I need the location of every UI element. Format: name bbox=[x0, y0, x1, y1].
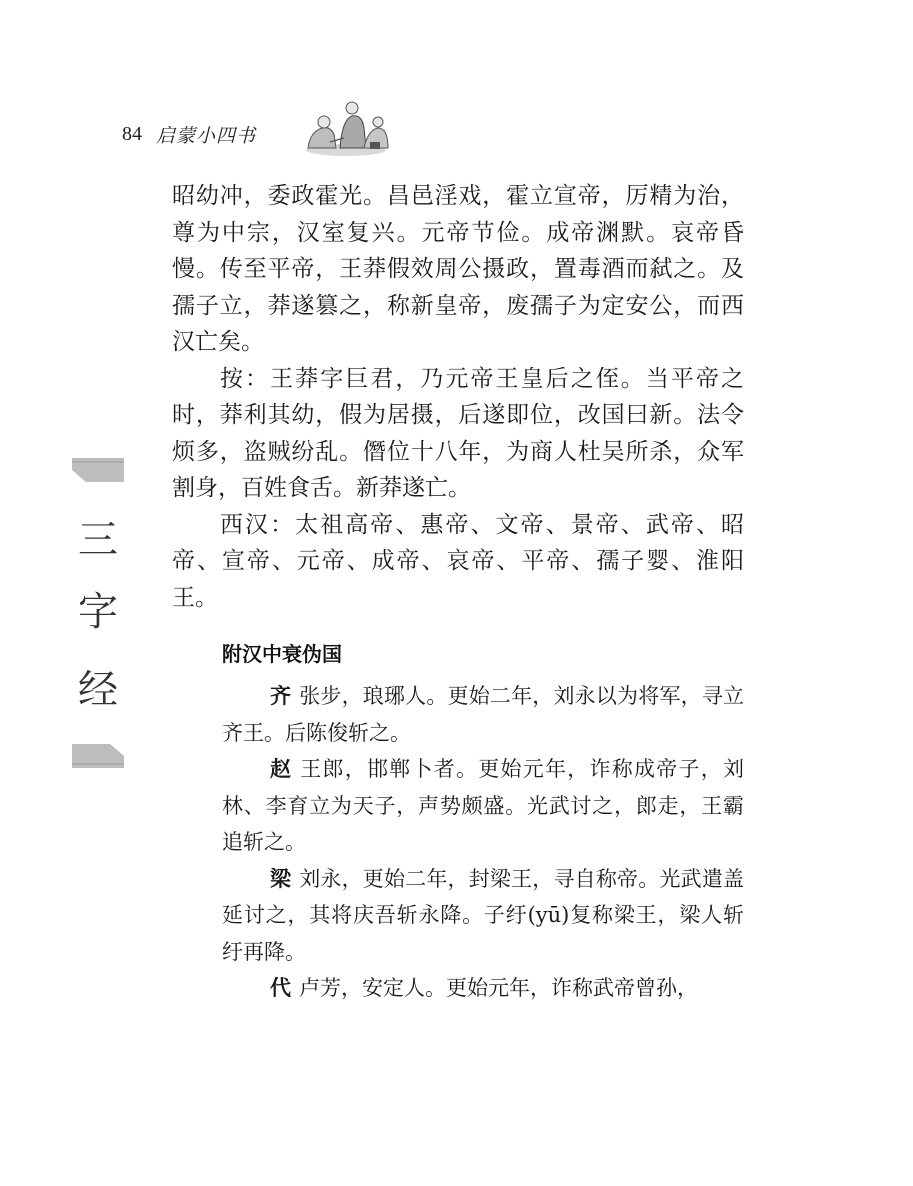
entry-text: 刘永，更始二年，封梁王，寻自称帝。光武遣盖延讨之，其将庆吾斩永降。子纡(yū)复称梁王，梁人斩纡再降。 bbox=[222, 866, 745, 964]
entry-keyword: 齐 bbox=[270, 684, 292, 708]
paragraph-list: 西汉：太祖高帝、惠帝、文帝、景帝、武帝、昭帝、宣帝、元帝、成帝、哀帝、平帝、孺子婴、淮阳王。 bbox=[172, 511, 744, 611]
side-section-tab bbox=[72, 458, 124, 770]
tab-bracket-bottom-icon bbox=[72, 744, 124, 768]
appendix-entry bbox=[222, 678, 744, 751]
appendix-section bbox=[222, 638, 744, 1007]
main-text bbox=[172, 178, 744, 616]
tab-bracket-top-icon bbox=[72, 458, 124, 482]
entry-keyword: 代 bbox=[270, 976, 291, 1000]
tab-char-2: 字 bbox=[78, 589, 118, 635]
appendix-entry bbox=[222, 751, 744, 861]
appendix-entry bbox=[222, 970, 744, 1007]
entry-text: 张步，琅琊人。更始二年，刘永以为将军，寻立齐王。后陈俊斩之。 bbox=[222, 684, 745, 745]
entry-keyword: 梁 bbox=[270, 866, 292, 891]
running-title: 启蒙小四书 bbox=[156, 124, 257, 147]
tab-char-3: 经 bbox=[78, 667, 118, 713]
tab-char-1: 三 bbox=[78, 517, 118, 563]
paragraph-note: 按：王莽字巨君，乃元帝王皇后之侄。当平帝之时，莽利其幼，假为居摄，后遂即位，改国曰新。法令烦多，盗贼纷乱。僭位十八年，为商人杜吴所杀，众军割身，百姓食舌。新莽遂亡。 bbox=[172, 365, 744, 501]
entry-keyword: 赵 bbox=[270, 757, 293, 781]
paragraph: 昭幼冲，委政霍光。昌邑淫戏，霍立宣帝，厉精为治，尊为中宗，汉室复兴。元帝节俭。成帝渊默。哀帝昏慢。传至平帝，王莽假效周公摄政，置毒酒而弑之。及孺子立，莽遂篡之，称新皇帝，废孺子为定安公，而西汉亡矣。 bbox=[172, 183, 744, 355]
page-number: 84 bbox=[122, 122, 142, 145]
appendix-entry bbox=[222, 861, 744, 971]
scholars-illustration-icon bbox=[300, 98, 392, 158]
page-header bbox=[122, 118, 256, 150]
entry-text: 王郎，邯郸卜者。更始元年，诈称成帝子，刘林、李育立为天子，声势颇盛。光武讨之，郎走，王霸追斩之。 bbox=[222, 757, 744, 854]
appendix-title: 附汉中衰伪国 bbox=[222, 642, 342, 666]
entry-text: 卢芳，安定人。更始元年，诈称武帝曾孙， bbox=[299, 976, 698, 1000]
